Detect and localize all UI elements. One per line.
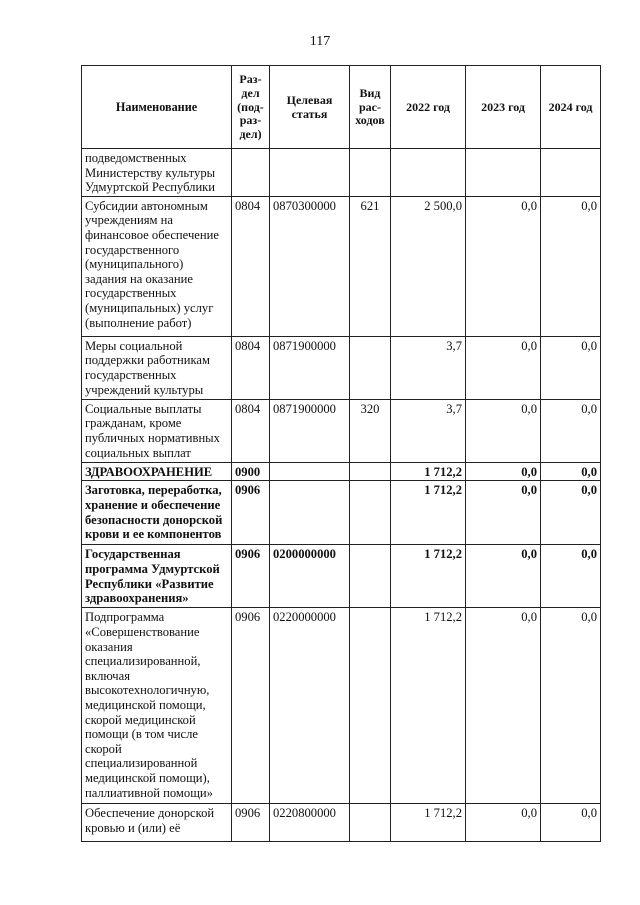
cell-2024: 0,0 [541, 608, 601, 804]
cell-name: Обеспечение донорской кровью и (или) её [82, 804, 232, 842]
cell-section: 0804 [232, 399, 270, 462]
cell-2022: 3,7 [391, 399, 466, 462]
cell-name: Государственная программа Удмуртской Республики «Развитие здравоохранения» [82, 545, 232, 608]
cell-2023: 0,0 [466, 481, 541, 545]
cell-target: 0871900000 [270, 399, 350, 462]
cell-2022: 1 712,2 [391, 481, 466, 545]
cell-section: 0900 [232, 462, 270, 481]
cell-2022: 1 712,2 [391, 608, 466, 804]
cell-2024: 0,0 [541, 481, 601, 545]
header-2024: 2024 год [541, 66, 601, 149]
cell-section: 0906 [232, 481, 270, 545]
page-number: 117 [309, 34, 331, 49]
table-row [82, 399, 601, 462]
cell-2022: 1 712,2 [391, 462, 466, 481]
cell-2024: 0,0 [541, 399, 601, 462]
cell-name: Заготовка, переработка, хранение и обеспечение безопасности донорской крови и ее компонентов [82, 481, 232, 545]
cell-2023: 0,0 [466, 336, 541, 399]
header-name: Наименование [82, 66, 232, 149]
cell-type [350, 481, 391, 545]
cell-name: Подпрограмма «Совершенствование оказания специализированной, включая высокотехнологичную, медицинской помощи, скорой медицинской помощи (в том числе скорой специализированной медицинской помощи), паллиативной помощи» [82, 608, 232, 804]
cell-type [350, 804, 391, 842]
table-row [82, 545, 601, 608]
cell-type [350, 608, 391, 804]
cell-2023 [466, 149, 541, 197]
cell-type [350, 545, 391, 608]
cell-2023: 0,0 [466, 399, 541, 462]
table-row [82, 196, 601, 336]
cell-name: Меры социальной поддержки работникам государственных учреждений культуры [82, 336, 232, 399]
cell-section: 0906 [232, 608, 270, 804]
cell-name: Субсидии автономным учреждениям на финансовое обеспечение государственного (муниципального) задания на оказание государственных (муниципальных) услуг (выполнение работ) [82, 196, 232, 336]
cell-target [270, 462, 350, 481]
cell-target: 0870300000 [270, 196, 350, 336]
cell-2022: 1 712,2 [391, 545, 466, 608]
table-row [82, 149, 601, 197]
cell-target: 0200000000 [270, 545, 350, 608]
cell-2023: 0,0 [466, 462, 541, 481]
cell-target: 0871900000 [270, 336, 350, 399]
cell-name: подведомственных Министерству культуры Удмуртской Республики [82, 149, 232, 197]
cell-2024: 0,0 [541, 336, 601, 399]
cell-type: 320 [350, 399, 391, 462]
cell-section [232, 149, 270, 197]
header-section: Раз- дел (под- раз- дел) [232, 66, 270, 149]
table-body [82, 149, 601, 842]
cell-2022 [391, 149, 466, 197]
cell-2024: 0,0 [541, 196, 601, 336]
cell-2023: 0,0 [466, 196, 541, 336]
cell-type: 621 [350, 196, 391, 336]
cell-2022: 3,7 [391, 336, 466, 399]
cell-section: 0906 [232, 804, 270, 842]
table-row [82, 608, 601, 804]
table-row [82, 462, 601, 481]
cell-target [270, 149, 350, 197]
cell-target: 0220800000 [270, 804, 350, 842]
cell-type [350, 336, 391, 399]
budget-table [81, 65, 601, 842]
cell-name: Социальные выплаты гражданам, кроме публичных нормативных социальных выплат [82, 399, 232, 462]
table-row [82, 336, 601, 399]
cell-2024: 0,0 [541, 804, 601, 842]
header-target: Целевая статья [270, 66, 350, 149]
cell-type [350, 149, 391, 197]
cell-2024: 0,0 [541, 545, 601, 608]
table-row [82, 481, 601, 545]
cell-name: ЗДРАВООХРАНЕНИЕ [82, 462, 232, 481]
cell-section: 0804 [232, 336, 270, 399]
header-type: Вид рас- ходов [350, 66, 391, 149]
cell-2023: 0,0 [466, 804, 541, 842]
cell-section: 0906 [232, 545, 270, 608]
header-2023: 2023 год [466, 66, 541, 149]
cell-target: 0220000000 [270, 608, 350, 804]
cell-2024: 0,0 [541, 462, 601, 481]
cell-type [350, 462, 391, 481]
cell-2022: 2 500,0 [391, 196, 466, 336]
cell-2022: 1 712,2 [391, 804, 466, 842]
header-2022: 2022 год [391, 66, 466, 149]
cell-2023: 0,0 [466, 545, 541, 608]
table-row [82, 804, 601, 842]
cell-section: 0804 [232, 196, 270, 336]
cell-target [270, 481, 350, 545]
header-row [82, 66, 601, 149]
cell-2023: 0,0 [466, 608, 541, 804]
cell-2024 [541, 149, 601, 197]
